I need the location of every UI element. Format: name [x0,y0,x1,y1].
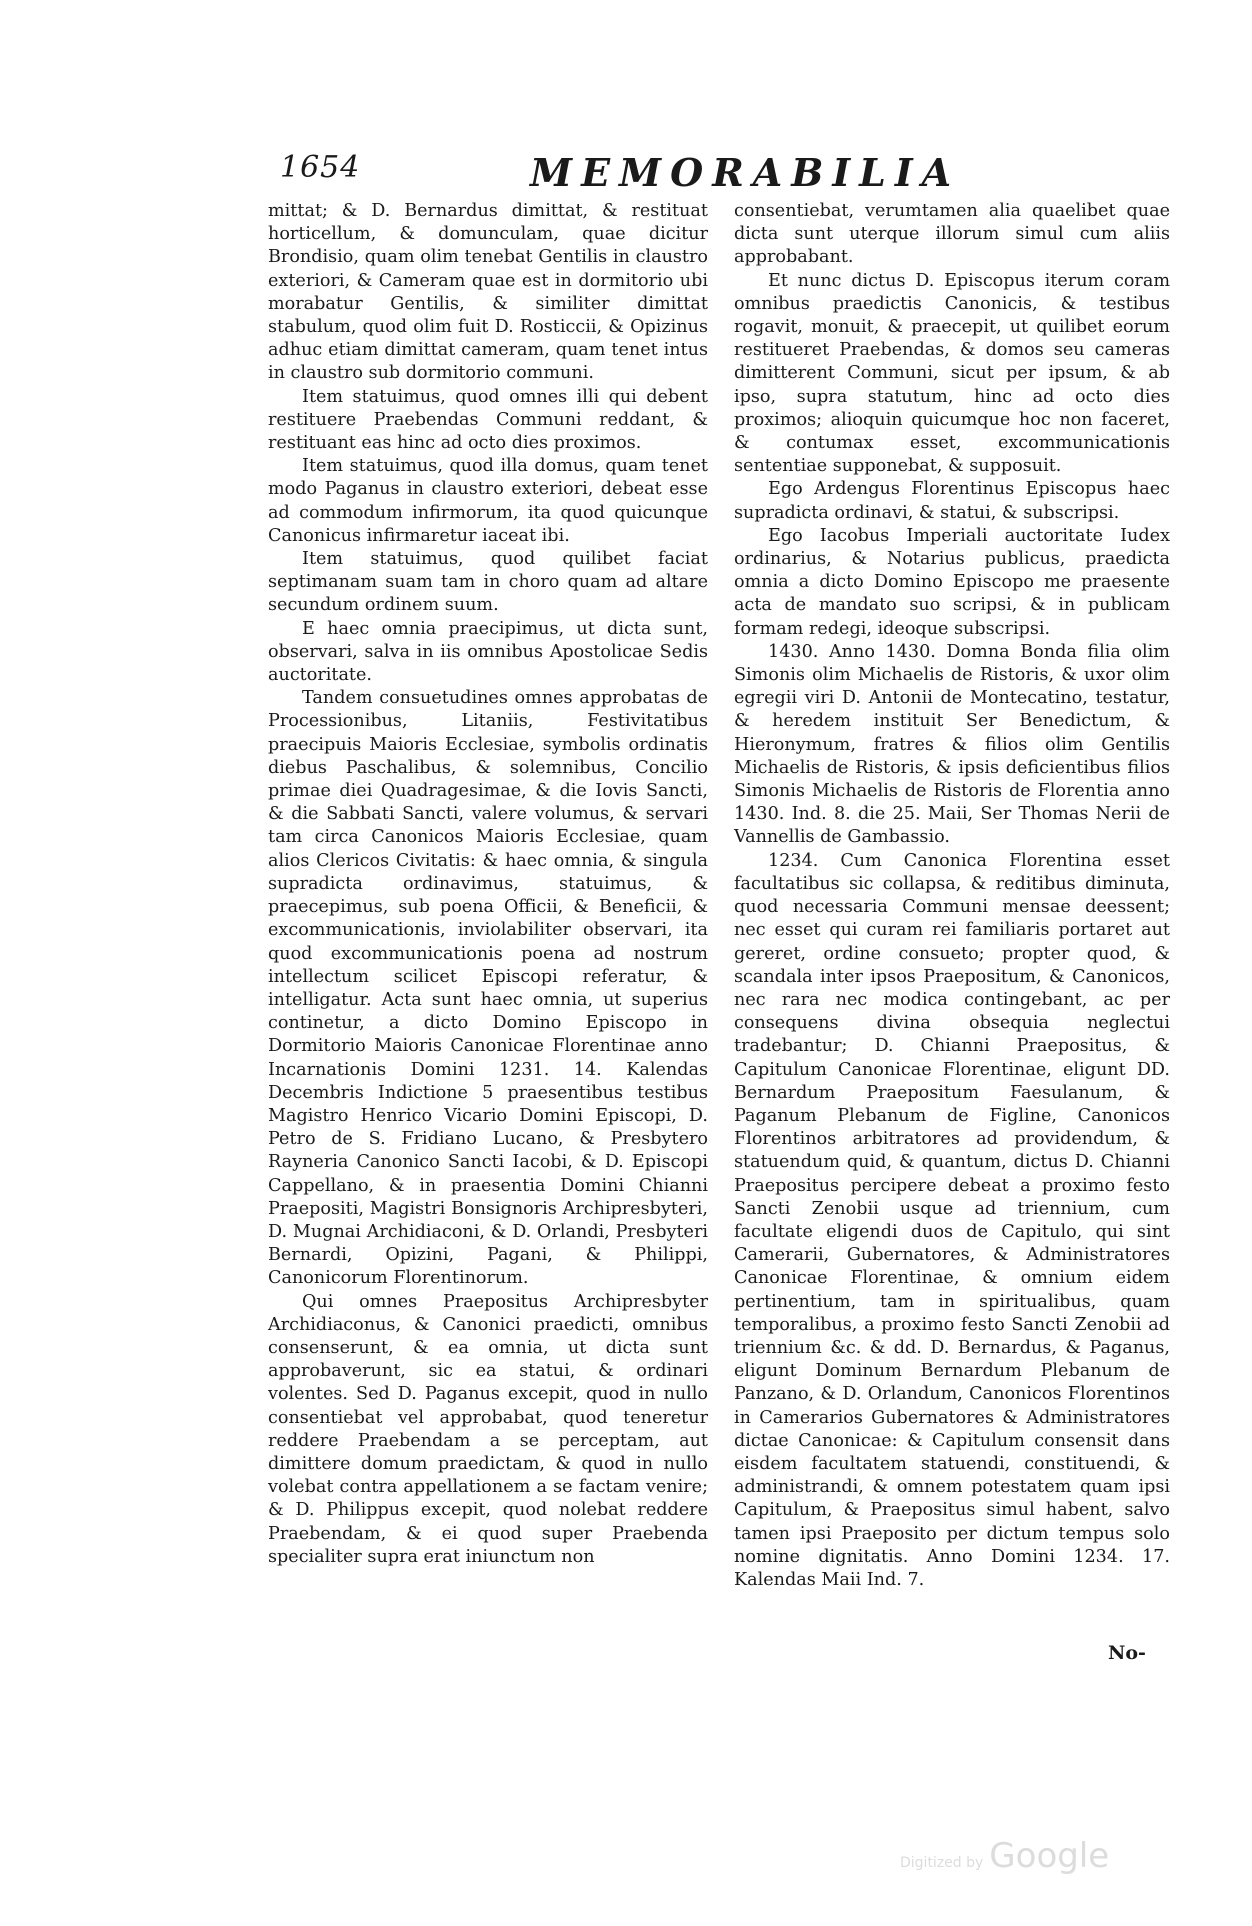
paragraph: Et nunc dictus D. Episcopus iterum coram omnibus praedictis Canonicis, & testibus rogavit, monuit, & praecepit, ut quilibet eorum restitueret Praebendas, & domos seu cameras dimitterent Communi, sicut per ipsum, & ab ipso, supra statutum, hinc ad octo dies proximos; alioquin quicumque hoc non faceret, & contumax esset, excommunicationis sententiae supponebat, & supposuit. [734,270,1170,477]
paragraph: 1430. Anno 1430. Domna Bonda filia olim Simonis olim Michaelis de Ristoris, & uxor olim egregii viri D. Antonii de Montecatino, testatur, & heredem instituit Ser Benedictum, & Hieronymum, fratres & filios olim Gentilis Michaelis de Ristoris, & ipsis deficientibus filios Simonis Michaelis de Ristoris de Florentia anno 1430. Ind. 8. die 25. Maii, Ser Thomas Nerii de Vannellis de Gambassio. [734,641,1170,848]
paragraph: E haec omnia praecipimus, ut dicta sunt, observari, salva in iis omnibus Apostolicae Sedis auctoritate. [268,618,708,686]
paragraph: 1234. Cum Canonica Florentina esset facultatibus sic collapsa, & reditibus diminuta, quod necessaria Communi mensae deessent; nec esset qui curam rei familiaris portaret aut gereret, ordine consueto; propter quod, & scandala inter ipsos Praepositum, & Canonicos, nec rara nec modica contingebant, ac per consequens divina obsequia neglectui tradebantur; D. Chianni Praepositus, & Capitulum Canonicae Florentinae, eligunt DD. Bernardum Praepositum Faesulanum, & Paganum Plebanum de Figline, Canonicos Florentinos arbitratores ad providendum, & statuendum quid, & quantum, dictus D. Chianni Praepositus percipere debeat a proximo festo Sancti Zenobii usque ad triennium, cum facultate eligendi duos de Capitulo, qui sint Camerarii, Gubernatores, & Administratores Canonicae Florentinae, & omnium eidem pertinentium, tam in spiritualibus, quam temporalibus, a proximo festo Sancti Zenobii ad triennium &c. & dd. D. Bernardus, & Paganus, eligunt Dominum Bernardum Plebanum de Panzano, & D. Orlandum, Canonicos Florentinos in Camerarios Gubernatores & Administratores dictae Canonicae: & Capitulum consensit dans eisdem facultatem statuendi, constituendi, & administrandi, & omnem potestatem quam ipsi Capitulum, & Praepositus simul habent, salvo tamen ipsi Praeposito per dictum tempus solo nomine dignitatis. Anno Domini 1234. 17. Kalendas Maii Ind. 7. [734,850,1170,1590]
left-column [268,200,708,1569]
paragraph: Ego Ardengus Florentinus Episcopus haec supradicta ordinavi, & statui, & subscripsi. [734,479,1170,523]
paragraph: mittat; & D. Bernardus dimittat, & restituat horticellum, & domunculam, quae dicitur Brondisio, quam olim tenebat Gentilis in claustro exteriori, & Cameram quae est in dormitorio ubi morabatur Gentilis, & similiter dimittat stabulum, quod olim fuit D. Rosticcii, & Opizinus adhuc etiam dimittat cameram, quam tenet intus in claustro sub dormitorio communi. [268,201,708,384]
paragraph: Item statuimus, quod illa domus, quam tenet modo Paganus in claustro exteriori, debeat esse ad commodum infirmorum, ita quod quicunque Canonicus infirmaretur iaceat ibi. [268,456,708,546]
paragraph: Ego Iacobus Imperiali auctoritate Iudex ordinarius, & Notarius publicus, praedicta omnia a dicto Domino Episcopo me praesente acta de mandato suo scripsi, & in publicam formam redegi, ideoque subscripsi. [734,525,1170,639]
watermark-prefix: Digitized by [900,1855,984,1871]
digitization-watermark [900,1836,1109,1876]
paragraph: Tandem consuetudines omnes approbatas de Processionibus, Litaniis, Festivitatibus praecipuis Maioris Ecclesiae, symbolis ordinatis diebus Paschalibus, & solemnibus, Concilio primae diei Quadragesimae, & die Iovis Sancti, & die Sabbati Sancti, valere volumus, & servari tam circa Canonicos Maioris Ecclesiae, quam alios Clericos Civitatis: & haec omnia, & singula supradicta ordinavimus, statuimus, & praecepimus, sub poena Officii, & Beneficii, & excommunicationis, inviolabiliter observari, ita quod excommunicationis poena ad nostrum intellectum scilicet Episcopi referatur, & intelligatur. Acta sunt haec omnia, ut superius continetur, a dicto Domino Episcopo in Dormitorio Maioris Canonicae Florentinae anno Incarnationis Domini 1231. 14. Kalendas Decembris Indictione 5 praesentibus testibus Magistro Henrico Vicario Domini Episcopi, D. Petro de S. Fridiano Lucano, & Presbytero Rayneria Canonico Sancti Iacobi, & D. Episcopi Cappellano, & in praesentia Domini Chianni Praepositi, Magistri Bonsignoris Archipresbyteri, D. Mugnai Archidiaconi, & D. Orlandi, Presbyteri Bernardi, Opizini, Pagani, & Philippi, Canonicorum Florentinorum. [268,688,708,1289]
running-title: MEMORABILIA [530,150,961,195]
paragraph: Item statuimus, quod omnes illi qui debent restituere Praebendas Communi reddant, & restituant eas hinc ad octo dies proximos. [268,386,708,454]
right-column [734,200,1170,1592]
page-number: 1654 [280,150,361,185]
catchword: No- [1108,1642,1146,1664]
watermark-brand: Google [989,1836,1110,1876]
paragraph: Item statuimus, quod quilibet faciat septimanam suam tam in choro quam ad altare secundum ordinem suum. [268,549,708,616]
paragraph: Qui omnes Praepositus Archipresbyter Archidiaconus, & Canonici praedicti, omnibus consenserunt, & ea omnia, ut dicta sunt approbaverunt, sic ea statui, & ordinari volentes. Sed D. Paganus excepit, quod in nullo consentiebat vel approbabat, quod teneretur reddere Praebendam a se perceptam, aut dimittere domum praedictam, & quod in nullo volebat contra appellationem a se factam venire; & D. Philippus excepit, quod nolebat reddere Praebendam, & ei quod super Praebenda specialiter supra erat iniunctum non [268,1291,708,1567]
paragraph: consentiebat, verumtamen alia quaelibet quae dicta sunt uterque illorum simul cum aliis approbabant. [734,201,1170,268]
